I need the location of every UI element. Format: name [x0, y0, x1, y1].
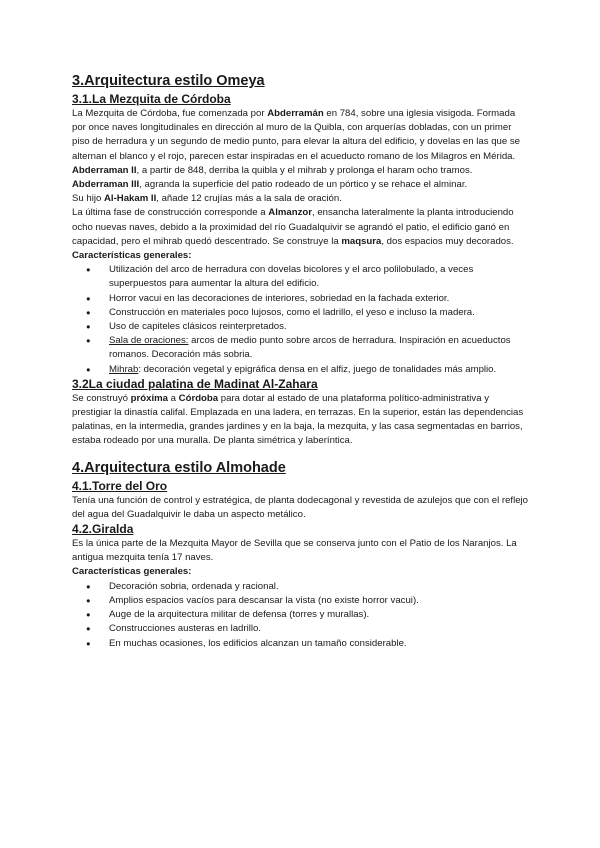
section-4-2-heading: 4.2.Giralda: [72, 522, 134, 537]
list-item: ● Construcción en materiales poco lujosos, como el ladrillo, el yeso e incluso la madera.: [72, 306, 530, 320]
list-item: ● Amplios espacios vacíos para descansar la vista (no existe horror vacui).: [72, 594, 530, 608]
mezquita-paragraph-4: Su hijo Al-Hakam II, añade 12 crujías más a la sala de oración.: [72, 193, 342, 205]
torre-paragraph: Tenía una función de control y estratégica, de planta dodecagonal y revestida de azulejos que con el reflejo del agua del Guadalquivir le daba un aspecto metálico.: [72, 494, 529, 520]
madinat-paragraph: Se construyó próxima a Córdoba para dotar al estado de una plataforma político-administrativa y prestigiar la dinastía califal. Emplazada en una ladera, en terrazas. En la superior, están las dependencias palatinas, en la intermedia, grandes jardines y en la baja, la mezquita, y las casa segmentadas en barrios, estaba rodeado por una muralla. De planta simétrica y laberíntica.: [72, 392, 524, 447]
mezquita-features-heading: Características generales:: [72, 250, 192, 262]
list-item: ● Horror vacui en las decoraciones de interiores, sobriedad en la fachada exterior.: [72, 292, 530, 306]
mezquita-paragraph-1: La Mezquita de Córdoba, fue comenzada por Abderramán en 784, sobre una iglesia visigoda. Formada por once naves longitudinales en dirección al muro de la Quibla, con arquerías dobladas, con un primer piso de herradura y un segundo de medio punto, para elevar la altura del edificio, y dovelas en las que se alternan el blanco y el rojo, parecen estar inspiradas en el acueducto romano de los Milagros en Mérida.: [72, 108, 520, 162]
section-4-1-heading: 4.1.Torre del Oro: [72, 478, 168, 493]
mezquita-paragraph-2: Abderraman II, a partir de 848, derriba la quibla y el mihrab y prolonga el haram ocho tramos.: [72, 164, 473, 176]
list-item: ● Auge de la arquitectura militar de defensa (torres y murallas).: [72, 608, 530, 622]
giralda-paragraph: Es la única parte de la Mezquita Mayor de Sevilla que se conserva junto con el Patio de los Naranjos. La antigua mezquita tenía 17 naves.: [72, 538, 517, 564]
list-item: ● Mihrab: decoración vegetal y epigráfica densa en el alfiz, juego de tonalidades más amplio.: [72, 363, 530, 377]
section-3-heading: 3.Arquitectura estilo Omeya: [72, 73, 265, 89]
list-item: ● Decoración sobria, ordenada y racional.: [72, 580, 530, 594]
mezquita-paragraph-3: Abderraman III, agranda la superficie del patio rodeado de un pórtico y se rehace el alminar.: [72, 179, 468, 191]
list-item: ● Uso de capiteles clásicos reinterpretados.: [72, 320, 530, 334]
giralda-features-heading: Características generales:: [72, 566, 192, 578]
document-page: [72, 72, 530, 651]
list-item: ● Utilización del arco de herradura con dovelas bicolores y el arco polilobulado, a veces superpuestos para aumentar la altura del edificio.: [72, 263, 530, 291]
giralda-features-list: [72, 580, 530, 651]
section-3-1-heading: 3.1.La Mezquita de Córdoba: [72, 92, 231, 106]
list-item: ● Construcciones austeras en ladrillo.: [72, 622, 530, 636]
list-item: ● Sala de oraciones: arcos de medio punto sobre arcos de herradura. Inspiración en acueductos romanos. Decoración más sobria.: [72, 334, 530, 362]
list-item: ● En muchas ocasiones, los edificios alcanzan un tamaño considerable.: [72, 637, 530, 651]
mezquita-features-list: [72, 263, 530, 377]
section-4-heading: 4.Arquitectura estilo Almohade: [72, 459, 286, 476]
mezquita-paragraph-5: La última fase de construcción corresponde a Almanzor, ensancha lateralmente la planta introduciendo ocho nuevas naves, debido a la proximidad del río Guadalquivir se agrandó el patio, el edificio ganó en capacidad, pero el mihrab quedó descentrado. Se construye la maqsura, dos espacios muy decorados.: [72, 207, 514, 247]
section-3-2-heading: 3.2La ciudad palatina de Madinat Al-Zahara: [72, 376, 318, 391]
